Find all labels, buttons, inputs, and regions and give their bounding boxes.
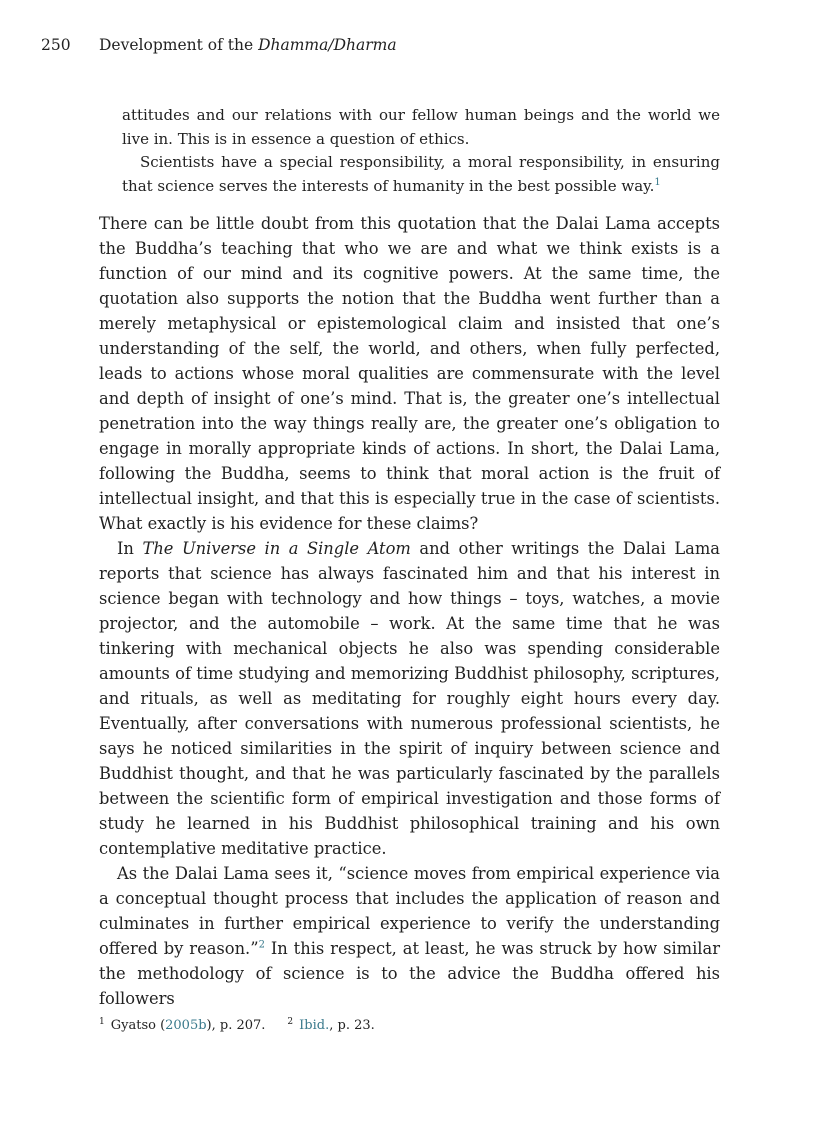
footnote-ref-1[interactable]: 1	[654, 176, 661, 188]
paragraph-3-rest: In this respect, at least, he was struck by how similar the methodology of science is to the advice the Buddha offered his followers	[99, 939, 720, 1008]
quote-paragraph-2	[122, 151, 720, 198]
quote-paragraph-2-text: Scientists have a special responsibility, a moral responsibility, in ensuring that science serves the interests of humanity in the best possible way.	[122, 153, 720, 195]
running-title	[99, 36, 397, 54]
footnote-1	[99, 1018, 265, 1033]
paragraph-2-lead: In	[117, 539, 143, 558]
book-title: The Universe in a Single Atom	[142, 539, 411, 558]
footnote-ref-2[interactable]: 2	[258, 939, 265, 951]
running-title-prefix: Development of the	[99, 36, 259, 54]
paragraph-3	[99, 861, 720, 1011]
footnote-2	[287, 1018, 374, 1033]
footnote-2-tail: , p. 23.	[329, 1018, 375, 1033]
paragraph-1: There can be little doubt from this quotation that the Dalai Lama accepts the Buddha’s teaching that who we are and what we think exists is a function of our mind and its cognitive powers. At the same time, the quotation also supports the notion that the Buddha went further than a merely metaphysical or epistemological claim and insisted that one’s understanding of the self, the world, and others, when fully perfected, leads to actions whose moral qualities are commensurate with the level and depth of insight of one’s mind. That is, the greater one’s intellectual penetration into the way things really are, the greater one’s obligation to engage in morally appropriate kinds of actions. In short, the Dalai Lama, following the Buddha, seems to think that moral action is the fruit of intellectual insight, and that this is especially true in the case of scientists. What exactly is his evidence for these claims?	[99, 214, 720, 533]
paragraph-3-lead: As the Dalai Lama sees it, “science moves from empirical experience via a conceptual thought process that includes the application of reason and culminates in further empirical experience to verify the understanding offered by reason.”	[99, 864, 720, 958]
running-title-italic: Dhamma/Dharma	[258, 36, 397, 54]
paragraph-2-rest: and other writings the Dalai Lama reports that science has always fascinated him and that his interest in science began with technology and how things – toys, watches, a movie projector, and the automobile – work. At the same time that he was tinkering with mechanical objects he also was spending considerable amounts of time studying and memorizing Buddhist philosophy, scriptures, and rituals, as well as meditating for roughly eight hours every day. Eventually, after conversations with numerous professional scientists, he says he noticed similarities in the spirit of inquiry between science and Buddhist thought, and that he was particularly fascinated by the parallels between the scientific form of empirical investigation and those forms of study he learned in his Buddhist philosophical training and his own contemplative meditative practice.	[99, 539, 720, 858]
footnotes	[99, 1018, 397, 1033]
main-text	[99, 211, 720, 1011]
footnote-1-tail: ), p. 207.	[206, 1018, 266, 1033]
citation-link-ibid[interactable]: Ibid.	[299, 1018, 330, 1033]
citation-link-2005b[interactable]: 2005b	[165, 1018, 207, 1033]
running-head	[41, 36, 397, 54]
paragraph-2	[99, 536, 720, 861]
block-quote	[122, 104, 720, 198]
footnote-1-mark: 1	[99, 1016, 105, 1027]
quote-paragraph-1: attitudes and our relations with our fellow human beings and the world we live in. This is in essence a question of ethics.	[122, 106, 720, 148]
footnote-1-author: Gyatso (	[110, 1018, 166, 1033]
page-number: 250	[41, 36, 71, 54]
footnote-2-mark: 2	[287, 1016, 294, 1027]
